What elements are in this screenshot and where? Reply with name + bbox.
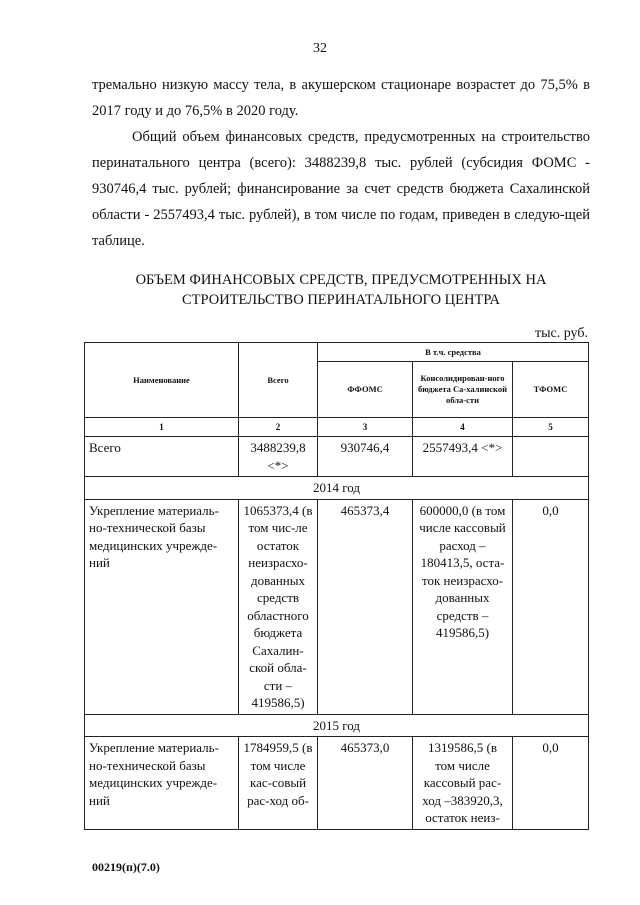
cell-budget: 600000,0 (в том числе кассовый расход – 180413,5, оста-ток неизрасхо-дованных средств – 419586,5) (413, 499, 513, 714)
header-total: Всего (239, 343, 318, 418)
cell-tfoms (513, 437, 589, 477)
column-number-row (85, 418, 589, 437)
cell-tfoms: 0,0 (513, 737, 589, 830)
cell-name: Всего (85, 437, 239, 477)
header-row-1 (85, 343, 589, 362)
table-row-total (85, 437, 589, 477)
cell-total: 1784959,5 (в том числе кас-совый рас-ход об- (239, 737, 318, 830)
cell-tfoms: 0,0 (513, 499, 589, 714)
header-tfoms: ТФОМС (513, 362, 589, 418)
cell-ffoms: 465373,4 (318, 499, 413, 714)
year-label: 2014 год (85, 477, 589, 500)
year-row-2014 (85, 477, 589, 500)
table-row-2014 (85, 499, 589, 714)
page-number: 32 (313, 41, 327, 56)
column-number: 4 (413, 418, 513, 437)
cell-budget: 2557493,4 <*> (413, 437, 513, 477)
cell-ffoms: 465373,0 (318, 737, 413, 830)
footer-code: 00219(п)(7.0) (92, 860, 160, 874)
table-row-2015 (85, 737, 589, 830)
table-title: ОБЪЕМ ФИНАНСОВЫХ СРЕДСТВ, ПРЕДУСМОТРЕННЫХ НА СТРОИТЕЛЬСТВО ПЕРИНАТАЛЬНОГО ЦЕНТРА (135, 272, 547, 308)
header-budget: Консолидирован-ного бюджета Са-халинской обла-сти (413, 362, 513, 418)
paragraph-2: Общий объем финансовых средств, предусмотренных на строительство перинатального центра (всего): 3488239,8 тыс. рублей (субсидия ФОМС - 930746,4 тыс. рублей; финансирование за счет средств бюджета Сахалинской области - 2557493,4 тыс. рублей), в том числе по годам, приведен в следую-щей таблице. (92, 129, 590, 249)
paragraph-1: тремально низкую массу тела, в акушерском стационаре возрастет до 75,5% в 2017 году и до 76,5% в 2020 году. (92, 77, 590, 119)
column-number: 1 (85, 418, 239, 437)
units-label: тыс. руб. (535, 326, 588, 341)
cell-name: Укрепление материаль-но-технической базы медицинских учрежде-ний (85, 737, 239, 830)
header-name: Наименование (85, 343, 239, 418)
cell-total: 3488239,8 <*> (239, 437, 318, 477)
cell-total: 1065373,4 (в том чис-ле остаток неизрасхо-дованных средств областного бюджета Сахалин-ской обла-сти – 419586,5) (239, 499, 318, 714)
year-label: 2015 год (85, 714, 589, 737)
header-ffoms: ФФОМС (318, 362, 413, 418)
year-row-2015 (85, 714, 589, 737)
cell-budget: 1319586,5 (в том числе кассовый рас-ход –383920,3, остаток неиз- (413, 737, 513, 830)
cell-name: Укрепление материаль-но-технической базы медицинских учрежде-ний (85, 499, 239, 714)
header-group: В т.ч. средства (318, 343, 589, 362)
finance-table (84, 342, 589, 830)
cell-ffoms: 930746,4 (318, 437, 413, 477)
column-number: 5 (513, 418, 589, 437)
column-number: 3 (318, 418, 413, 437)
column-number: 2 (239, 418, 318, 437)
